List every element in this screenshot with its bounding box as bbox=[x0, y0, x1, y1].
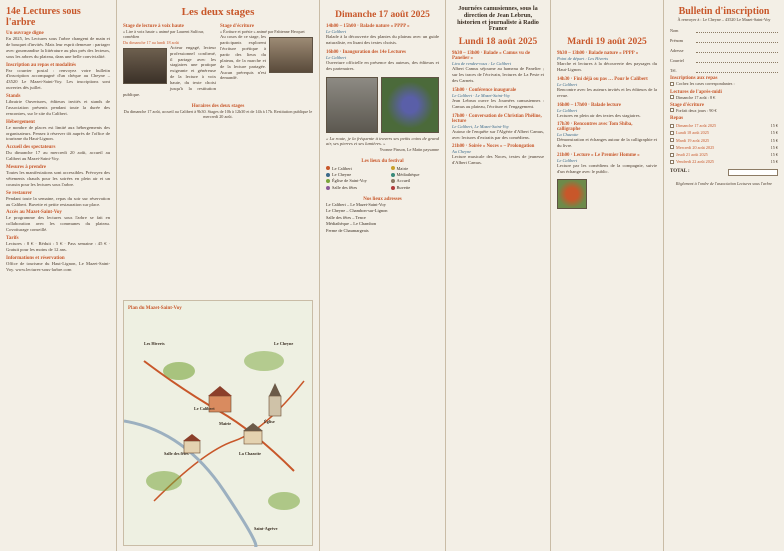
repas-checkbox[interactable] bbox=[670, 153, 674, 157]
info-section-text: Librairie Ouvertures, éditeurs invités et stands de l'association présents pendant toute la durée des rencontres, sur le site du Calibert. bbox=[6, 99, 110, 116]
event-title: 16h00 – 17h00 · Balade lecture bbox=[557, 102, 621, 108]
legend-label: Buvette bbox=[396, 184, 411, 190]
form-field-label: Prénom bbox=[670, 38, 684, 43]
repas-label: Vendredi 22 août 2025 bbox=[676, 159, 715, 165]
event-time: 16h00 bbox=[326, 49, 339, 55]
event-place: Le Calibert bbox=[557, 107, 578, 113]
column-form bbox=[664, 0, 784, 551]
event-time: 15h00 bbox=[452, 87, 465, 93]
repas-value: 15 € bbox=[770, 123, 778, 128]
event-title-text: Lecture « Le Premier Homme » bbox=[573, 153, 640, 159]
repas-label: Jeudi 21 août 2025 bbox=[676, 152, 708, 157]
event-title: 21h00 · Lecture « Le Premier Homme » bbox=[557, 153, 640, 159]
form-field-label: Tél. bbox=[670, 68, 677, 73]
repas-value: 15 € bbox=[770, 144, 778, 150]
tuesday-photo-bird bbox=[557, 179, 587, 209]
event-title-text: Balade « Camus vu de Panelier » bbox=[452, 51, 530, 62]
repas-row bbox=[670, 145, 778, 150]
repas-row bbox=[670, 159, 778, 164]
repas-label: Lundi 18 août 2025 bbox=[676, 130, 709, 136]
horaires-text: Du dimanche 17 août, accueil au Calibert à 9h30. Stages de 10h à 12h30 et de 14h à 17h. Restitution publique le mercredi 20 août. bbox=[123, 108, 313, 119]
repas-value: 15 € bbox=[770, 130, 778, 136]
info-section-head: Tarifs bbox=[6, 236, 19, 241]
legend-label: Mairie bbox=[396, 165, 409, 171]
legend-label: Église de Saint-Voy bbox=[332, 178, 367, 184]
map-place-label: La Chazotte bbox=[239, 451, 261, 456]
event-title-text: Inauguration des 14e Lectures bbox=[342, 49, 406, 55]
legend-label: Accueil bbox=[396, 178, 411, 184]
map-title: Plan du Mazet-Saint-Voy bbox=[128, 306, 182, 311]
form-field-input[interactable] bbox=[696, 58, 778, 63]
legend bbox=[326, 166, 439, 192]
info-section-text: Du dimanche 17 au mercredi 20 août, accueil au Calibert au Mazet-Saint-Voy. bbox=[6, 150, 110, 162]
stage-1-dates: Du dimanche 17 au lundi 18 août bbox=[123, 39, 179, 45]
repas-label: Mercredi 20 août 2025 bbox=[676, 144, 715, 150]
form-checkbox[interactable] bbox=[670, 82, 674, 86]
event-text: Autour de l'enquête sur l'Algérie d'Albert Camus, avec lectures d'extraits par des comédiens. bbox=[452, 128, 544, 140]
form-checkbox[interactable] bbox=[670, 95, 674, 99]
info-section-text: Pendant toute la semaine, repas du soir sur réservation au Calibert. Buvette et petite restauration sur place. bbox=[6, 195, 110, 207]
legend-label: Salle des fêtes bbox=[332, 184, 358, 190]
repas-row bbox=[670, 152, 778, 157]
info-section-head: Accueil des spectateurs bbox=[6, 145, 56, 151]
event-text: Balade à la découverte des plantes du plateau avec un guide naturaliste, en lisant des textes choisis. bbox=[326, 34, 439, 45]
repas-value: 15 € bbox=[770, 159, 778, 165]
event-time: 17h30 bbox=[557, 122, 570, 128]
repas-value: 15 € bbox=[770, 137, 778, 143]
repas-left bbox=[670, 138, 709, 143]
sunday-date: Dimanche 17 août 2025 bbox=[335, 10, 430, 20]
map-place-label: Mairie bbox=[219, 421, 232, 426]
form-field-input[interactable] bbox=[696, 48, 778, 53]
column-monday bbox=[446, 0, 550, 551]
legend-dot-icon bbox=[391, 166, 395, 170]
form-field-label: Courriel bbox=[670, 58, 684, 63]
partner-item: Médiathèque – Le Chambon bbox=[326, 221, 377, 227]
form-title: Bulletin d'inscription bbox=[678, 6, 770, 17]
event-place: Le Calibert bbox=[557, 158, 578, 164]
map-place-label: Saint-Agrève bbox=[254, 526, 278, 531]
info-section-head: Stands bbox=[6, 94, 21, 99]
event-time: 16h00 – 17h00 bbox=[557, 102, 587, 108]
event-time: 17h00 bbox=[452, 113, 465, 119]
legend-label: Médiathèque bbox=[396, 171, 420, 177]
sunday-quote-author: Yvonne Pinson, Le Matin paysanne bbox=[379, 147, 439, 153]
event-title: 17h30 · Rencontres avec Tom Shiba, calligraphe bbox=[557, 122, 633, 133]
info-section-head: Se restaurer bbox=[6, 190, 33, 196]
monday-date: Lundi 18 août 2025 bbox=[458, 37, 538, 48]
event-title-text: Conférence inaugurale bbox=[468, 87, 517, 93]
tuesday-date: Mardi 19 août 2025 bbox=[567, 37, 647, 47]
legend-dot-icon bbox=[391, 173, 395, 177]
partner-item: Le Calibert – Le Mazet-Saint-Voy bbox=[326, 202, 386, 207]
form-field-input[interactable] bbox=[696, 28, 778, 33]
repas-row bbox=[670, 130, 778, 135]
column-stages bbox=[117, 0, 319, 551]
event-place: Le Calibert, Le Mazet-Saint-Voy bbox=[452, 123, 509, 129]
repas-left bbox=[670, 123, 716, 128]
monday-events bbox=[452, 51, 544, 166]
event-title-text: Conversation de Christian Phéline, lecture bbox=[452, 113, 542, 124]
event-title-text: Balade lecture bbox=[590, 102, 621, 108]
event-text: Albert Camus séjourne au hameau de Panelier ; sur les traces de l'écrivain, lectures de La Peste et des Carnets. bbox=[452, 66, 544, 83]
sunday-quote: « La route, je la fréquente à travers ses petits coins de grand air, ses pierres et ses lumières. » bbox=[326, 135, 439, 147]
form-section-row bbox=[670, 81, 778, 86]
form-field-row bbox=[670, 36, 778, 43]
form-section-text: Dimanche 17 août : 8 € bbox=[676, 94, 716, 100]
event-text: Jean Lebrun ouvre les Journées camusiennes : Camus au plateau, l'écriture et l'engagement. bbox=[452, 97, 544, 109]
form-field-input[interactable] bbox=[696, 38, 778, 43]
event-text: Ouverture officielle en présence des auteurs, des éditeurs et des partenaires. bbox=[326, 59, 439, 71]
legend-label: Le Calibert bbox=[332, 165, 352, 171]
event-place: Le Calibert bbox=[326, 54, 347, 60]
repas-checkbox[interactable] bbox=[670, 160, 674, 164]
form-section-row bbox=[670, 95, 778, 100]
horaires-title: Horaires des deux stages bbox=[191, 103, 245, 109]
event-text: Lecture par les comédiens de la compagnie, suivie d'un échange avec le public. bbox=[557, 163, 657, 174]
info-section-head: Hébergement bbox=[6, 119, 35, 125]
info-section-head: Un ouvrage digne bbox=[6, 31, 44, 36]
column-info bbox=[0, 0, 116, 551]
legend-dot-icon bbox=[326, 166, 330, 170]
map-place-label: Salle des fêtes bbox=[164, 451, 189, 456]
form-field-label: Nom bbox=[670, 28, 679, 33]
event-title-text: Balade nature « PPPP » bbox=[359, 24, 410, 29]
repas-left bbox=[670, 130, 709, 135]
info-section-text: Par courrier postal : renvoyez votre bulletin d'inscription accompagné d'un chèque au Cheyne – 43520 Le Mazet-Saint-Voy. Les inscriptions sont ouvertes dès juillet. bbox=[6, 67, 110, 91]
info-section-head: Informations et réservation bbox=[6, 255, 65, 261]
info-section-text: Lectures : 8 € · Réduit : 5 € · Pass semaine : 45 € · Gratuit pour les moins de 12 ans. bbox=[6, 241, 110, 252]
repas-left bbox=[670, 159, 714, 164]
sunday-photo-flower bbox=[381, 77, 439, 133]
map-place-label: Le Calibert bbox=[194, 406, 215, 411]
info-section-text: Le programme des lectures sous l'arbre se fait en collaboration avec les communes du plateau. Covoiturage conseillé. bbox=[6, 215, 110, 233]
event-title-text: Fini déjà ou pas … Pour le Calibert bbox=[573, 76, 648, 82]
form-field-row bbox=[670, 56, 778, 63]
event-title: 14h30 · Fini déjà ou pas … Pour le Calibert bbox=[557, 76, 648, 82]
camus-banner: Journées camusiennes, sous la direction de Jean Lebrun, historien et journaliste à Radio France bbox=[457, 5, 539, 33]
event-text: Rencontre avec les auteurs invités et les éditeurs de la revue. bbox=[557, 86, 657, 98]
form-field-label: Adresse bbox=[670, 48, 684, 53]
repas-row bbox=[670, 123, 778, 128]
event-title: 16h00 · Inauguration des 14e Lectures bbox=[326, 49, 406, 55]
event-time: 21h00 bbox=[452, 144, 465, 150]
stage-1 bbox=[123, 21, 216, 98]
form-instructions: À renvoyer à : Le Cheyne – 43520 Le Mazet-Saint-Voy bbox=[677, 17, 771, 22]
event-time: 14h00 – 15h00 bbox=[326, 24, 356, 29]
legend-dot-icon bbox=[326, 179, 330, 183]
info-section-head: Mesures à prendre bbox=[6, 165, 46, 170]
info-section-head: Inscription au repas et modalités bbox=[6, 62, 76, 68]
stage-2-photo bbox=[269, 37, 313, 73]
partner-item: Salle des fêtes – Tence bbox=[326, 214, 366, 220]
partners-title: Nos lieux adresses bbox=[363, 197, 402, 202]
form-section-head: Inscriptions aux repas bbox=[670, 76, 718, 82]
legend-title: Les lieux du festival bbox=[361, 158, 404, 164]
event-title-text: Soirée « Noces » – Prolongation bbox=[468, 144, 535, 150]
repas-label: Dimanche 17 août 2025 bbox=[676, 123, 717, 128]
form-fields bbox=[670, 26, 778, 73]
stage-2 bbox=[220, 21, 313, 98]
event-text: Lecture musicale des Noces, textes de jeunesse d'Albert Camus. bbox=[452, 154, 544, 166]
form-sections bbox=[670, 76, 778, 113]
event-text: Marche et lectures à la découverte des paysages du Haut-Lignon. bbox=[557, 61, 657, 72]
event-title: 17h00 · Conversation de Christian Phéline, lecture bbox=[452, 113, 542, 124]
legend-label: Le Cheyne bbox=[332, 171, 352, 177]
form-section-text: Forfait deux jours : 90 € bbox=[676, 107, 717, 113]
info-sections bbox=[6, 31, 110, 273]
event-text: Lectures en plein air des textes des stagiaires. bbox=[557, 112, 641, 118]
map-place-label: Église bbox=[264, 419, 275, 424]
map-place-label: Les Hiverts bbox=[144, 341, 165, 346]
column-sunday bbox=[320, 0, 445, 551]
legend-item bbox=[391, 185, 440, 191]
event-place: La Chazotte bbox=[557, 132, 579, 138]
event-title: 14h00 – 15h00 · Balade nature « PPPP » bbox=[326, 24, 410, 29]
stage-1-text: Acteur engagé, lecteur professionnel confirmé, il partage avec les stagiaires une pratique exigeante et généreuse de la lecture à voix haute, du texte choisi jusqu'à la restitution publique. bbox=[123, 44, 216, 97]
form-field-row bbox=[670, 46, 778, 53]
repas-checkbox[interactable] bbox=[670, 138, 674, 142]
total-label: TOTAL : bbox=[670, 168, 690, 174]
stage-1-photo bbox=[123, 48, 167, 84]
sunday-events bbox=[326, 24, 439, 72]
festival-title: 14e Lectures sous l'arbre bbox=[6, 6, 81, 28]
legend-dot-icon bbox=[326, 186, 330, 190]
event-text: Démonstration et échanges autour de la calligraphie et du livre. bbox=[557, 137, 657, 149]
legend-item bbox=[326, 185, 375, 191]
repas-row bbox=[670, 138, 778, 143]
event-title: 15h00 · Conférence inaugurale bbox=[452, 87, 517, 93]
stage-2-sub: « Écriture et poésie » animé par Fabienne Hecquet bbox=[220, 29, 305, 35]
partner-item: Ferme de Chaumargeais bbox=[326, 227, 369, 233]
stage-1-title: Stage de lecture à voix haute bbox=[123, 24, 184, 30]
form-field-row bbox=[670, 66, 778, 73]
form-section-head: Stage d'écriture bbox=[670, 102, 704, 108]
event-title-text: Rencontres avec Tom Shiba, calligraphe bbox=[557, 122, 633, 133]
repas-list bbox=[670, 123, 778, 165]
stage-1-sub: « Lire à voix haute » animé par Laurent Sulfour, comédien bbox=[123, 29, 204, 40]
map-place-label: Le Cheyne bbox=[274, 341, 294, 346]
partner-item: Le Cheyne – Chambon-sur-Lignon bbox=[326, 208, 388, 214]
total-input[interactable] bbox=[728, 169, 778, 176]
stage-2-text: Au cours de ce stage, les participants explorent l'écriture poétique à partir des lieux du plateau, de la marche et de la lecture partagée. Aucun prérequis n'est demandé. bbox=[220, 34, 266, 81]
repas-value: 15 € bbox=[770, 152, 778, 157]
repas-label: Mardi 19 août 2025 bbox=[676, 137, 710, 143]
tuesday-events bbox=[557, 51, 657, 175]
info-section-text: En 2025, les Lectures sous l'arbre changent de main et de bouquet d'invités. Mais leur esprit demeure : partager avec gourmandise la littérature au plus près des lecteurs, sous les arbres du plateau, dans une belle convivialité. bbox=[6, 36, 110, 59]
repas-title: Repas bbox=[670, 116, 684, 121]
stages-heading: Les deux stages bbox=[181, 6, 255, 18]
village-map bbox=[123, 300, 313, 546]
repas-checkbox[interactable] bbox=[670, 131, 674, 135]
form-field-input[interactable] bbox=[696, 68, 778, 73]
form-footer: Règlement à l'ordre de l'association Lectures sous l'arbre bbox=[675, 180, 773, 186]
form-checkbox[interactable] bbox=[670, 108, 674, 112]
form-section-text: Cochez les cases correspondantes : bbox=[676, 81, 735, 87]
form-field-row bbox=[670, 26, 778, 33]
repas-left bbox=[670, 145, 714, 150]
event-place: Point de départ : Les Hiverts bbox=[557, 56, 609, 61]
column-tuesday bbox=[551, 0, 663, 551]
form-section-head: Lectures de l'après-midi bbox=[670, 89, 722, 95]
repas-checkbox[interactable] bbox=[670, 124, 674, 128]
event-place: Le Calibert bbox=[557, 81, 578, 87]
event-title: 9h30 – 13h00 · Balade nature « PPPP » bbox=[557, 51, 639, 56]
partners bbox=[326, 202, 439, 234]
event-place: Au Cheyne bbox=[452, 149, 472, 155]
legend-dot-icon bbox=[391, 179, 395, 183]
event-time: 14h30 bbox=[557, 76, 570, 82]
event-place: Le Calibert · Le Mazet-Saint-Voy bbox=[452, 92, 510, 98]
info-section-text: Toutes les manifestations sont accessibles. Prévoyez des vêtements chauds pour les soirées en plein air et un coussin pour les lectures sous l'arbre. bbox=[6, 170, 110, 187]
event-title: 21h00 · Soirée « Noces » – Prolongation bbox=[452, 144, 535, 150]
info-section-text: Le nombre de places est limité aux hébergements des organisateurs. Pensez à réserver tôt auprès de l'office de tourisme du Haut-Lignon. bbox=[6, 124, 110, 142]
sunday-photo-stone bbox=[326, 77, 378, 133]
event-time: 21h00 bbox=[557, 153, 570, 159]
info-section-text: Office de tourisme du Haut-Lignon, Le Mazet-Saint-Voy. www.lectures-sous-larbre.com bbox=[6, 260, 110, 272]
info-section-head: Accès au Mazet-Saint-Voy bbox=[6, 210, 62, 216]
form-section-row bbox=[670, 108, 778, 113]
stage-2-title: Stage d'écriture bbox=[220, 24, 254, 30]
legend-dot-icon bbox=[391, 186, 395, 190]
event-title: 9h30 – 13h00 · Balade « Camus vu de Panelier » bbox=[452, 51, 530, 62]
event-place: Lieu de rendez-vous : Le Calibert bbox=[452, 61, 511, 67]
event-time: 9h30 – 13h00 bbox=[557, 51, 585, 56]
event-title-text: Balade nature « PPPP » bbox=[588, 51, 639, 56]
event-place: Le Calibert bbox=[326, 29, 347, 34]
event-time: 9h30 – 13h00 bbox=[452, 51, 480, 57]
repas-left bbox=[670, 152, 708, 157]
repas-checkbox[interactable] bbox=[670, 145, 674, 149]
legend-dot-icon bbox=[326, 173, 330, 177]
